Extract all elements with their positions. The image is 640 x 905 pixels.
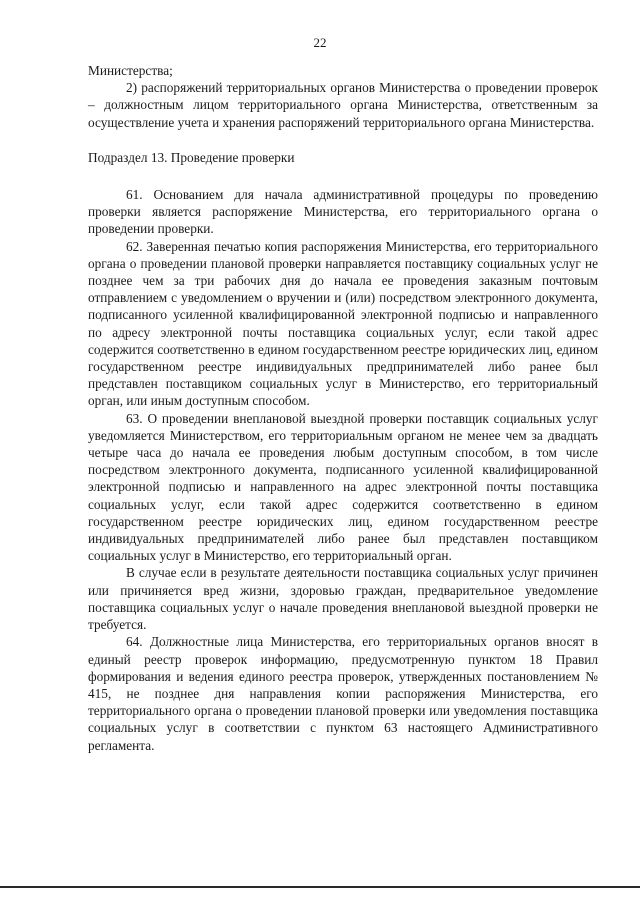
- paragraph-63-harm: В случае если в результате деятельности поставщика социальных услуг причинен или причиняется вред жизни, здоровью граждан, предварительное уведомление поставщика социальных услуг о начале проведения внеплановой выездной проверки не требуется.: [88, 565, 598, 633]
- section-heading: Подраздел 13. Проведение проверки: [88, 149, 295, 165]
- page-number: 22: [313, 35, 327, 50]
- bottom-scan-edge: [0, 886, 640, 888]
- paragraph-62: 62. Заверенная печатью копия распоряжения Министерства, его территориального органа о проведении плановой проверки направляется поставщику социальных услуг не позднее чем за три рабочих дня до начала ее проведения заказным почтовым отправлением с уведомлением о вручении и (или) посредством электронного документа, подписанного усиленной квалифицированной электронной подписью и направленного по адресу электронной почты поставщика социальных услуг, если такой адрес содержится соответственно в едином государственном реестре юридических лиц, едином государственном реестре индивидуальных предпринимателей либо ранее был представлен поставщиком социальных услуг в Министерство, его территориальный орган, или иным доступным способом.: [88, 238, 598, 409]
- paragraph-continuation: Министерства;: [88, 63, 173, 78]
- paragraph-64: 64. Должностные лица Министерства, его территориальных органов вносят в единый реестр проверок информацию, предусмотренную пунктом 18 Правил формирования и ведения единого реестра проверок, утвержденных постановлением № 415, не позднее дня направления копии распоряжения Министерства, его территориального органа о проведении плановой проверки или уведомления поставщика социальных услуг в соответствии с пунктом 63 настоящего Административного регламента.: [88, 634, 598, 753]
- paragraph-item-2: 2) распоряжений территориальных органов Министерства о проведении проверок – должностным лицом территориального органа Министерства, ответственным за осуществление учета и хранения распоряжений территориального органа Министерства.: [88, 80, 598, 130]
- paragraph-61: 61. Основанием для начала административной процедуры по проведению проверки является распоряжение Министерства, его территориального органа о проведении проверки.: [88, 187, 598, 237]
- document-body: [88, 62, 598, 754]
- paragraph-63: 63. О проведении внеплановой выездной проверки поставщик социальных услуг уведомляется Министерством, его территориальным органом не менее чем за двадцать четыре часа до начала ее проведения любым доступным способом, в том числе посредством электронного документа, подписанного усиленной квалифицированной электронной подписью и направленного на адрес электронной почты поставщика социальных услуг, если такой адрес содержится соответственно в едином государственном реестре юридических лиц, едином государственном реестре индивидуальных предпринимателей либо ранее был представлен поставщиком социальных услуг в Министерство, его территориальный орган.: [88, 410, 598, 564]
